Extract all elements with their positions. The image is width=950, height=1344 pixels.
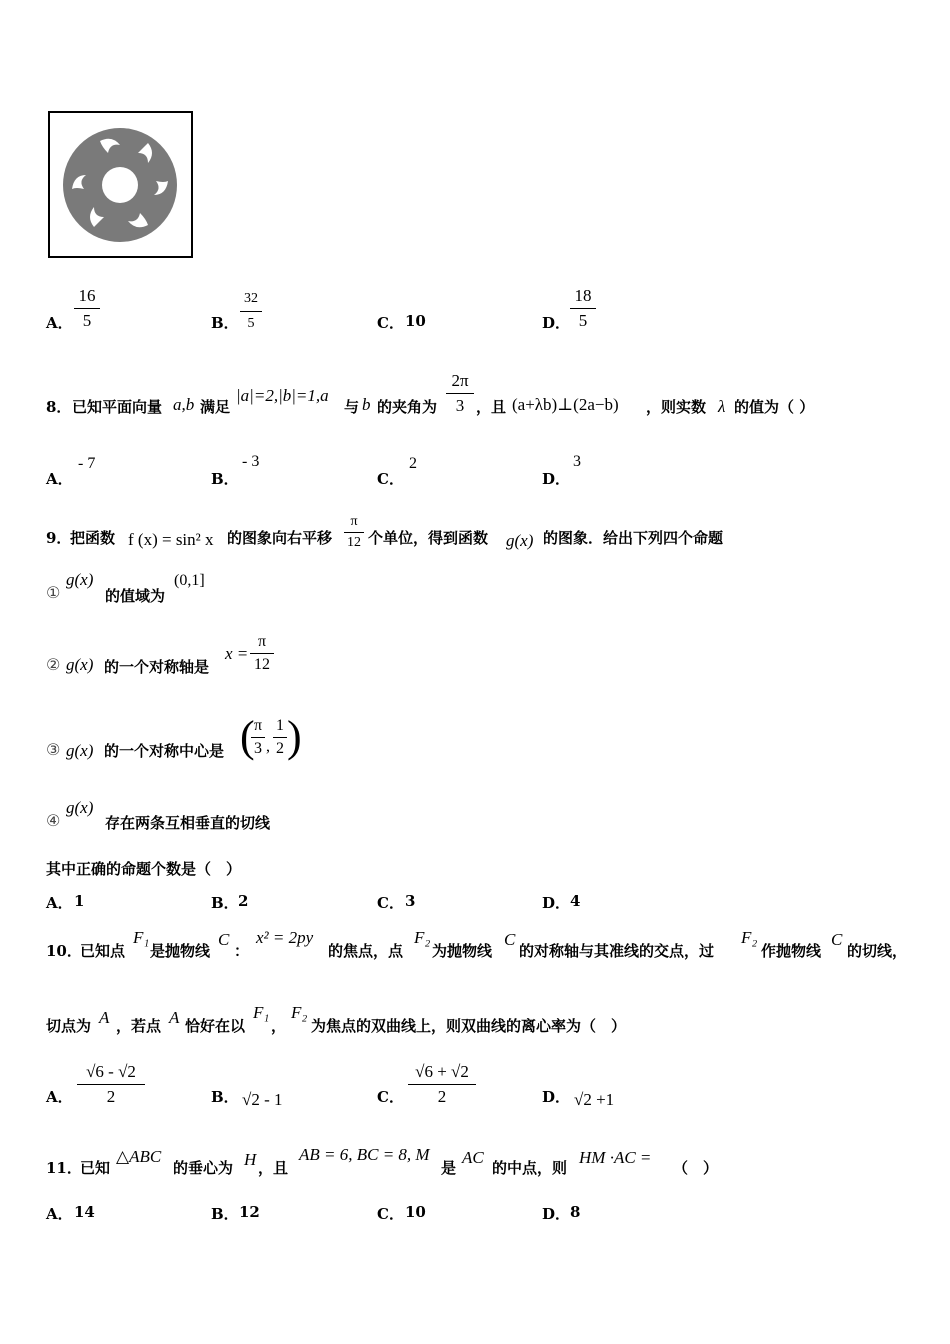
q10-option-d-value: √2 +1 [574, 1090, 615, 1109]
q8-math-1: a,b [173, 395, 195, 414]
q8-option-d-label[interactable]: D． [542, 470, 571, 488]
q7-option-c-label[interactable]: C． [377, 314, 404, 332]
q9-prop3-paren-open: ( [240, 712, 255, 761]
q8-math-2: |a|=2,|b|=1,a [236, 386, 329, 405]
q9-number: 9． [46, 529, 72, 547]
q10-c2: C [504, 930, 516, 949]
circular-pattern-figure [48, 111, 193, 258]
q9-prop3-den-1: 3 [254, 740, 262, 757]
q7-option-c-value: 10 [405, 312, 426, 330]
q10-text-8: 的切线， [847, 942, 908, 960]
q8-text-5: ，且 [476, 398, 507, 416]
q8-text-3: 与 [344, 398, 360, 416]
q10-option-c-num: √6 + √2 [415, 1062, 469, 1081]
q11-option-c-label[interactable]: C． [377, 1205, 404, 1223]
q8-math-5: λ [718, 397, 726, 416]
q11-option-c-value: 10 [405, 1203, 426, 1221]
circular-pattern-icon [50, 113, 191, 256]
q8-option-a-label[interactable]: A． [46, 470, 73, 488]
q9-math-1: f (x) = sin² x [128, 530, 214, 549]
q7-option-a-num: 16 [78, 286, 96, 305]
q10-line2-a2: A [169, 1008, 180, 1027]
q10-option-c-den: 2 [437, 1087, 447, 1106]
q11-text-4: 是 [441, 1159, 457, 1177]
q11-option-d-label[interactable]: D． [542, 1205, 571, 1223]
q8-math-4: (a+λb)⊥(2a−b) [512, 395, 619, 414]
q9-prop2-text: 的一个对称轴是 [104, 658, 210, 676]
q10-c3: C [831, 930, 843, 949]
q9-prop3-paren-close: ) [287, 712, 302, 761]
q8-angle-den: 3 [455, 396, 465, 415]
q9-option-b-value: 2 [238, 892, 249, 910]
q8-text-6: ，则实数 [646, 398, 707, 416]
q10-line2-text-1: 切点为 [46, 1017, 92, 1035]
q10-option-c-label[interactable]: C． [377, 1088, 404, 1106]
q10-equation: x² = 2py [256, 928, 314, 947]
q10-text-4: 的焦点，点 [328, 942, 404, 960]
q10-option-b-value: √2 - 1 [242, 1090, 283, 1109]
q9-shift-fraction [344, 514, 364, 551]
q10-option-a-num: √6 - √2 [86, 1062, 136, 1081]
q9-option-c-value: 3 [405, 892, 416, 910]
q9-prop2-num: π [257, 633, 267, 650]
q7-option-a-den: 5 [82, 311, 92, 330]
q10-line2-f2: F₂ [291, 1003, 308, 1022]
q8-option-d-value: 3 [573, 453, 581, 470]
q7-option-a-label[interactable]: A． [46, 314, 73, 332]
q9-prop2-x: x = [225, 644, 249, 663]
q10-text-1: 已知点 [80, 942, 126, 960]
q9-prop3-fraction-2 [273, 717, 287, 758]
q7-option-b-num: 32 [244, 291, 258, 306]
q10-text-2: 是抛物线 [150, 942, 211, 960]
q11-math-2: H [244, 1150, 257, 1169]
q7-option-d-label[interactable]: D． [542, 314, 571, 332]
q8-option-a-value: - 7 [78, 455, 96, 472]
q8-text-4: 的夹角为 [377, 398, 438, 416]
q8-angle-num: 2π [451, 371, 469, 390]
q9-prop1-mark: ① [46, 583, 61, 602]
q9-prop4-text: 存在两条互相垂直的切线 [105, 814, 271, 832]
q11-option-b-value: 12 [239, 1203, 260, 1221]
q9-prop1-value: (0,1] [174, 572, 205, 589]
q9-option-c-label[interactable]: C． [377, 894, 404, 912]
q11-math-1: △ABC [116, 1147, 162, 1166]
q11-text-3: ，且 [258, 1159, 289, 1177]
q11-math-3: AB = 6, BC = 8, M [299, 1145, 430, 1164]
q10-text-7: 作抛物线 [761, 942, 822, 960]
q7-option-d-fraction [570, 286, 596, 331]
q10-f2b: F₂ [741, 928, 758, 947]
q10-line2-text-3: 恰好在以 [185, 1017, 246, 1035]
q9-prop4-mark: ④ [46, 811, 61, 830]
q10-text-6: 的对称轴与其准线的交点，过 [519, 942, 715, 960]
q8-number: 8． [46, 398, 72, 416]
q8-option-b-value: - 3 [242, 453, 260, 470]
q9-math-2: g(x) [506, 531, 534, 550]
q8-angle-fraction [446, 371, 474, 416]
q9-option-a-value: 1 [74, 892, 85, 910]
q9-prop2-math: g(x) [66, 655, 94, 674]
q10-line2-text-5: 为焦点的双曲线上，则双曲线的离心率为（ ） [311, 1017, 627, 1035]
q9-prop3-math: g(x) [66, 741, 94, 760]
q7-option-d-num: 18 [574, 286, 592, 305]
q9-prop3-mark: ③ [46, 740, 61, 759]
q9-option-d-label[interactable]: D． [542, 894, 571, 912]
q11-option-b-label[interactable]: B． [211, 1205, 239, 1223]
q9-prop3-comma: , [266, 738, 270, 755]
q7-option-b-den: 5 [247, 316, 255, 331]
q9-prop3-num-1: π [253, 717, 263, 734]
q9-prop3-text: 的一个对称中心是 [104, 742, 225, 760]
q9-text-2: 的图象向右平移 [227, 529, 333, 547]
q10-line2-text-4: ， [271, 1017, 287, 1035]
q10-text-3: ： [234, 942, 250, 960]
q10-option-a-den: 2 [106, 1087, 116, 1106]
q9-prop1-text: 的值域为 [105, 587, 166, 605]
q9-prop3-num-2: 1 [276, 717, 284, 734]
q8-option-c-label[interactable]: C． [377, 470, 404, 488]
q7-option-b-label[interactable]: B． [211, 314, 239, 332]
q10-line2-text-2: ，若点 [116, 1017, 162, 1035]
q8-math-3: b [362, 395, 371, 414]
q11-text-6: （ ） [673, 1159, 719, 1177]
q10-number: 10． [46, 942, 82, 960]
q11-text-1: 已知 [80, 1159, 111, 1177]
q10-option-c-fraction [408, 1062, 476, 1107]
q9-option-a-label[interactable]: A． [46, 894, 73, 912]
q9-text-4: 的图象．给出下列四个命题 [543, 529, 724, 547]
q7-option-d-den: 5 [578, 311, 588, 330]
q9-text-3: 个单位，得到函数 [368, 529, 489, 547]
q9-shift-num: π [350, 514, 358, 529]
q10-f1: F₁ [133, 928, 150, 947]
q10-option-b-label[interactable]: B． [211, 1088, 239, 1106]
q11-option-d-value: 8 [570, 1203, 581, 1221]
q11-math-4: AC [462, 1148, 484, 1167]
q9-shift-den: 12 [347, 535, 361, 550]
q11-math-5: HM ·AC = [579, 1148, 652, 1167]
q8-text-1: 已知平面向量 [72, 398, 163, 416]
q11-option-a-value: 14 [74, 1203, 95, 1221]
q10-option-d-label[interactable]: D． [542, 1088, 571, 1106]
q9-prop3-fraction-1 [251, 717, 265, 758]
q10-option-a-fraction [77, 1062, 145, 1107]
q9-prop2-den: 12 [254, 656, 270, 673]
q9-prop2-fraction [250, 633, 274, 674]
q9-prop4-math: g(x) [66, 798, 94, 817]
q9-prop2-mark: ② [46, 655, 61, 674]
q7-option-a-fraction [74, 286, 100, 331]
q11-text-2: 的垂心为 [173, 1159, 234, 1177]
q9-prop1-math: g(x) [66, 570, 94, 589]
q9-ask: 其中正确的命题个数是（ ） [46, 860, 242, 878]
q8-option-b-label[interactable]: B． [211, 470, 239, 488]
q10-f2: F₂ [414, 928, 431, 947]
q8-text-2: 满足 [200, 398, 231, 416]
q10-line2-f1: F₁ [253, 1003, 270, 1022]
q9-text-1: 把函数 [70, 529, 116, 547]
q11-number: 11． [46, 1159, 82, 1177]
q8-option-c-value: 2 [409, 455, 417, 472]
q11-text-5: 的中点，则 [492, 1159, 568, 1177]
q10-option-a-label[interactable]: A． [46, 1088, 73, 1106]
q9-prop3-den-2: 2 [276, 740, 284, 757]
q9-option-b-label[interactable]: B． [211, 894, 239, 912]
q9-option-d-value: 4 [570, 892, 581, 910]
q10-text-5: 为抛物线 [432, 942, 493, 960]
q10-line2-a: A [99, 1008, 110, 1027]
q7-option-b-fraction [240, 289, 262, 334]
q11-option-a-label[interactable]: A． [46, 1205, 73, 1223]
q8-text-7: 的值为（ ） [734, 398, 815, 416]
q10-c1: C [218, 930, 230, 949]
